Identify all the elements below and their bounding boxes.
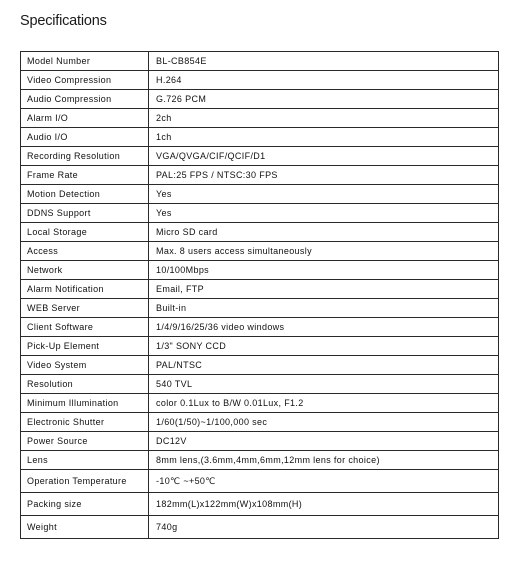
spec-value: Yes — [149, 185, 499, 204]
spec-label: Audio Compression — [21, 90, 149, 109]
table-row — [21, 413, 499, 432]
spec-value: 1/3" SONY CCD — [149, 337, 499, 356]
table-row — [21, 204, 499, 223]
spec-label: Model Number — [21, 52, 149, 71]
spec-label: Client Software — [21, 318, 149, 337]
spec-value: PAL/NTSC — [149, 356, 499, 375]
table-row — [21, 299, 499, 318]
page-title: Specifications — [20, 13, 107, 29]
spec-label: Alarm I/O — [21, 109, 149, 128]
table-row — [21, 242, 499, 261]
spec-label: Network — [21, 261, 149, 280]
table-row — [21, 356, 499, 375]
spec-value: H.264 — [149, 71, 499, 90]
spec-value: Built-in — [149, 299, 499, 318]
spec-value: 2ch — [149, 109, 499, 128]
spec-value: -10℃ ~+50℃ — [149, 470, 499, 493]
spec-value: 1ch — [149, 128, 499, 147]
spec-value: Email, FTP — [149, 280, 499, 299]
table-row — [21, 318, 499, 337]
spec-value: 182mm(L)x122mm(W)x108mm(H) — [149, 493, 499, 516]
spec-label: Video Compression — [21, 71, 149, 90]
spec-label: Local Storage — [21, 223, 149, 242]
spec-value: PAL:25 FPS / NTSC:30 FPS — [149, 166, 499, 185]
spec-label: Access — [21, 242, 149, 261]
spec-value: DC12V — [149, 432, 499, 451]
spec-label: Lens — [21, 451, 149, 470]
spec-value: 8mm lens,(3.6mm,4mm,6mm,12mm lens for choice) — [149, 451, 499, 470]
spec-value: G.726 PCM — [149, 90, 499, 109]
spec-value: 540 TVL — [149, 375, 499, 394]
spec-label: WEB Server — [21, 299, 149, 318]
table-row — [21, 337, 499, 356]
spec-value: Max. 8 users access simultaneously — [149, 242, 499, 261]
table-row — [21, 109, 499, 128]
spec-value: 1/4/9/16/25/36 video windows — [149, 318, 499, 337]
table-row — [21, 470, 499, 493]
table-row — [21, 223, 499, 242]
spec-value: VGA/QVGA/CIF/QCIF/D1 — [149, 147, 499, 166]
specifications-table — [20, 51, 499, 539]
table-row — [21, 71, 499, 90]
table-row — [21, 394, 499, 413]
spec-value: BL-CB854E — [149, 52, 499, 71]
table-row — [21, 52, 499, 71]
spec-label: Motion Detection — [21, 185, 149, 204]
table-row — [21, 432, 499, 451]
spec-label: Pick-Up Element — [21, 337, 149, 356]
table-row — [21, 128, 499, 147]
table-row — [21, 147, 499, 166]
spec-value: color 0.1Lux to B/W 0.01Lux, F1.2 — [149, 394, 499, 413]
spec-value: 740g — [149, 516, 499, 539]
specifications-table-body — [21, 52, 499, 539]
table-row — [21, 493, 499, 516]
spec-label: Power Source — [21, 432, 149, 451]
spec-label: Video System — [21, 356, 149, 375]
spec-label: Recording Resolution — [21, 147, 149, 166]
table-row — [21, 185, 499, 204]
table-row — [21, 166, 499, 185]
table-row — [21, 451, 499, 470]
spec-label: Weight — [21, 516, 149, 539]
spec-label: Alarm Notification — [21, 280, 149, 299]
spec-value: Micro SD card — [149, 223, 499, 242]
spec-label: Packing size — [21, 493, 149, 516]
spec-label: Resolution — [21, 375, 149, 394]
spec-label: DDNS Support — [21, 204, 149, 223]
spec-label: Operation Temperature — [21, 470, 149, 493]
spec-label: Audio I/O — [21, 128, 149, 147]
spec-value: 1/60(1/50)~1/100,000 sec — [149, 413, 499, 432]
spec-label: Frame Rate — [21, 166, 149, 185]
table-row — [21, 261, 499, 280]
spec-value: 10/100Mbps — [149, 261, 499, 280]
table-row — [21, 90, 499, 109]
spec-label: Electronic Shutter — [21, 413, 149, 432]
table-row — [21, 280, 499, 299]
table-row — [21, 375, 499, 394]
spec-value: Yes — [149, 204, 499, 223]
table-row — [21, 516, 499, 539]
spec-label: Minimum Illumination — [21, 394, 149, 413]
